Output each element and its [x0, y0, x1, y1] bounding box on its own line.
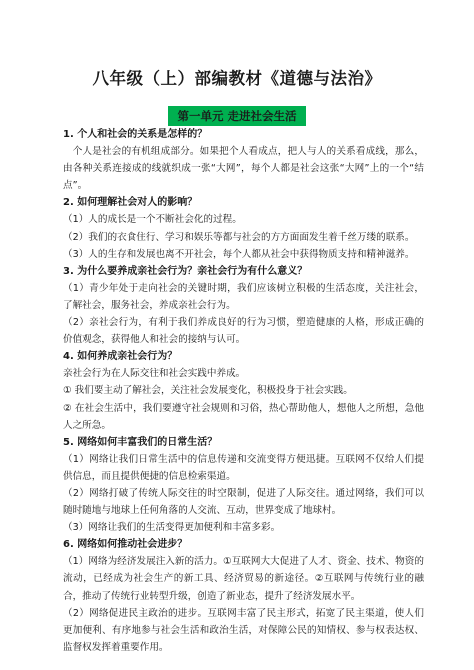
- answer-paragraph: （2）亲社会行为，有利于我们养成良好的行为习惯，塑造健康的人格，形成正确的价值观念，获得他人和社会的接纳与认可。: [63, 317, 424, 346]
- answer-paragraph: ② 在社会生活中，我们要遵守社会规则和习俗，热心帮助他人，想他人之所想，急他人之所急。: [63, 402, 424, 431]
- answer-paragraph: ① 我们要主动了解社会，关注社会发展变化，积极投身于社会实践。: [63, 385, 353, 397]
- question-heading: 6. 网络如何推动社会进步？: [63, 539, 188, 551]
- answer-paragraph: （2）我们的衣食住行、学习和娱乐等都与社会的方方面面发生着千丝万缕的联系。: [63, 231, 415, 243]
- answer-paragraph: 亲社会行为在人际交往和社会实践中养成。: [63, 368, 246, 380]
- question-heading: 4. 如何养成亲社会行为？: [63, 351, 178, 363]
- answer-paragraph: （2）网络打破了传统人际交往的时空限制，促进了人际交往。通过网络，我们可以随时随地与地球上任何角落的人交流、互动，世界变成了地球村。: [63, 487, 424, 517]
- question-heading: 5. 网络如何丰富我们的日常生活？: [63, 436, 218, 448]
- question-heading: 3. 为什么要养成亲社会行为？亲社会行为有什么意义？: [63, 265, 308, 277]
- unit-heading: 第一单元 走进社会生活: [168, 106, 305, 126]
- answer-paragraph: （3）网络让我们的生活变得更加便利和丰富多彩。: [63, 522, 281, 534]
- unit-heading-wrap: [0, 105, 474, 126]
- answer-paragraph: （1）人的成长是一个不断社会化的过程。: [63, 214, 242, 226]
- document-title: 八年级（上）部编教材《道德与法治》: [92, 69, 382, 88]
- question-heading: 1. 个人和社会的关系是怎样的？: [63, 129, 208, 140]
- question-heading: 2. 如何理解社会对人的影响？: [63, 197, 198, 209]
- answer-paragraph: （2）网络促进民主政治的进步。互联网丰富了民主形式，拓宽了民主渠道，使人们更加便利、有序地参与社会生活和政治生活，对保障公民的知情权、参与权表达权、监督权发挥着重要作用。: [63, 607, 424, 653]
- answer-paragraph: 个人是社会的有机组成部分。如果把个人看成点，把人与人的关系看成线，那么，由各种关系连接成的线就织成一张“大网”，每个人都是社会这张“大网”上的一个“结点”。: [63, 146, 424, 192]
- answer-paragraph: （1）网络为经济发展注入新的活力。①互联网大大促进了人才、资金、技术、物资的流动，已经成为社会生产的新工具、经济贸易的新途径。②互联网与传统行业的融合，推动了传统行业转型升级，创造了新业态，提升了经济发展水平。: [63, 556, 424, 602]
- document-body: [63, 126, 424, 656]
- answer-paragraph: （1）网络让我们日常生活中的信息传递和交流变得方便迅捷。互联网不仅给人们提供信息，而且提供便捷的信息检索渠道。: [63, 453, 424, 482]
- answer-paragraph: （1）青少年处于走向社会的关键时期，我们应该树立积极的生活态度，关注社会，了解社会，服务社会，养成亲社会行为。: [63, 282, 424, 311]
- answer-paragraph: （3）人的生存和发展也离不开社会，每个人都从社会中获得物质支持和精神滋养。: [63, 248, 415, 260]
